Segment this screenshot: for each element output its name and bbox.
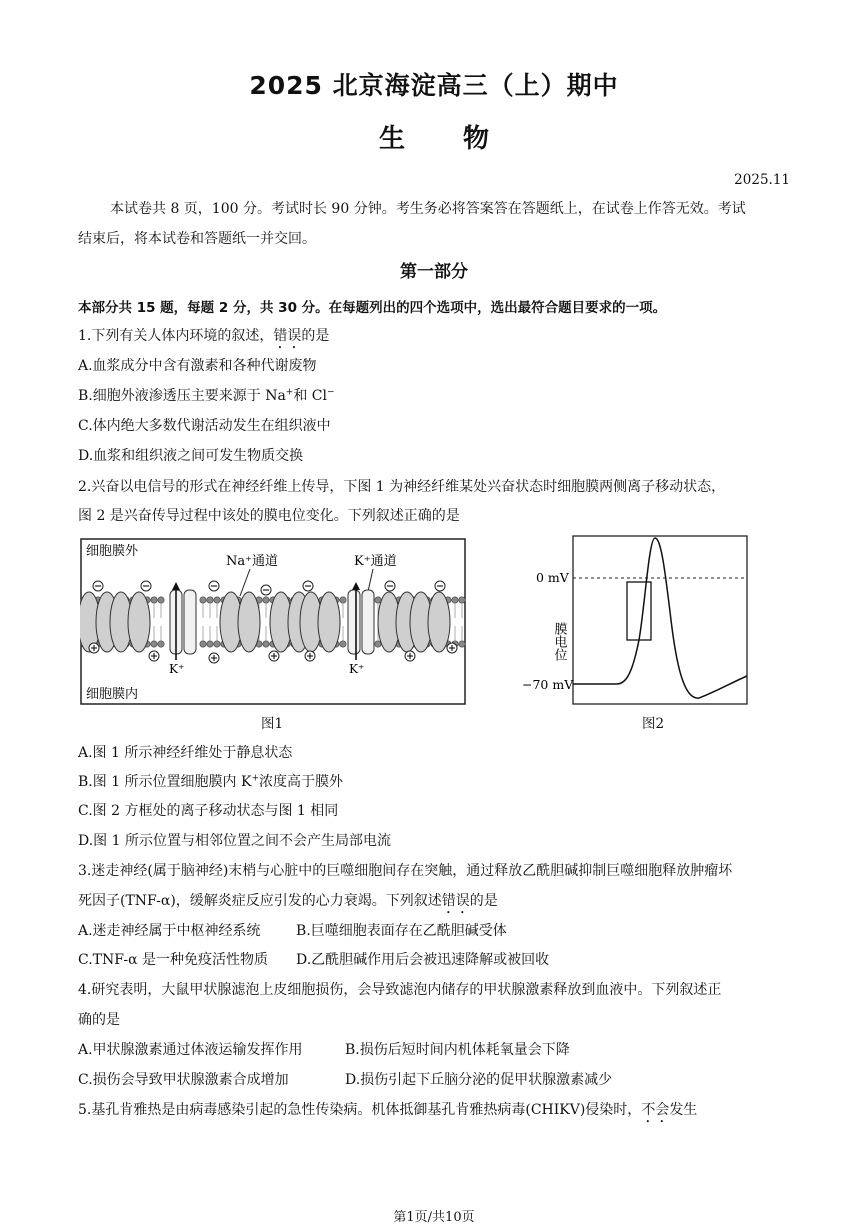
lipid-head [459,641,465,647]
lipid-head [263,641,269,647]
q2-stem-line-2: 图 2 是兴奋传导过程中该处的膜电位变化。下列叙述正确的是 [78,508,460,524]
lipid-head [200,641,206,647]
inside-label: 细胞膜内 [86,687,139,702]
intro-line-2: 结束后，将本试卷和答题纸一并交回。 [78,231,316,247]
part-heading: 第一部分 [400,262,468,282]
figure-1-caption: 图1 [261,716,284,732]
lipid-head [151,641,157,647]
lipid-head [158,641,164,647]
lipid-head [214,597,220,603]
lipid-head [151,597,157,603]
lipid-head [207,597,213,603]
na-channel-label: Na⁺通道 [226,554,278,569]
q4-stem-line-1: 4.研究表明，大鼠甲状腺滤泡上皮细胞损伤，会导致滤泡内储存的甲状腺激素释放到血液中。下列叙述正 [78,982,722,998]
exam-date: 2025.11 [734,172,790,188]
lipid-head [340,641,346,647]
figure-2-potential [515,530,755,710]
k-ion-label-2: K⁺ [349,662,365,676]
exam-title: 2025 北京海淀高三（上）期中 [249,71,619,100]
q3-option-c: C.TNF-α 是一种免疫活性物质 [78,952,268,968]
q1-option-a: A.血浆成分中含有激素和各种代谢废物 [78,358,317,374]
transmembrane-protein [318,592,340,652]
q2-option-b: B.图 1 所示位置细胞膜内 K+浓度高于膜外 [78,773,344,790]
q3-stem-line-2: 死因子(TNF-α)，缓解炎症反应引发的心力衰竭。下列叙述错误的是 [78,893,498,909]
q3-option-d: D.乙酰胆碱作用后会被迅速降解或被回收 [296,952,550,968]
q4-option-d: D.损伤引起下丘脑分泌的促甲状腺激素减少 [345,1072,613,1088]
outside-label: 细胞膜外 [86,544,139,559]
k-channel-label: K⁺通道 [354,554,397,569]
lipid-head [200,597,206,603]
figure-2-caption: 图2 [642,716,665,732]
part-instructions: 本部分共 15 题，每题 2 分，共 30 分。在每题列出的四个选项中，选出最符合题目要求的一项。 [78,300,667,316]
highlight-box [627,582,651,640]
lipid-head [263,597,269,603]
page-footer: 第1页/共10页 [393,1210,475,1225]
q4-option-c: C.损伤会导致甲状腺激素合成增加 [78,1072,289,1088]
lipid-head [214,641,220,647]
k-ion-label-1: K⁺ [169,662,185,676]
q5-stem: 5.基孔肯雅热是由病毒感染引起的急性传染病。机体抵御基孔肯雅热病毒(CHIKV)侵染时，不会发生 [78,1102,698,1118]
zero-mv-label: 0 mV [536,570,569,585]
subject-title: 生物 [378,124,547,154]
transmembrane-protein [128,592,150,652]
q2-option-a: A.图 1 所示神经纤维处于静息状态 [78,745,293,761]
intro-line-1: 本试卷共 8 页，100 分。考试时长 90 分钟。考生务必将答案答在答题纸上，在试卷上作答无效。考试 [110,201,746,217]
q2-option-d: D.图 1 所示位置与相邻位置之间不会产生局部电流 [78,833,391,849]
q4-option-b: B.损伤后短时间内机体耗氧量会下降 [345,1042,570,1058]
q4-option-a: A.甲状腺激素通过体液运输发挥作用 [78,1042,303,1058]
q1-option-c: C.体内绝大多数代谢活动发生在组织液中 [78,418,331,434]
lipid-head [207,641,213,647]
lipid-head [452,597,458,603]
q1-option-b: B.细胞外液渗透压主要来源于 Na+和 Cl− [78,387,335,404]
q3-option-a: A.迷走神经属于中枢神经系统 [78,923,261,939]
lipid-head [459,597,465,603]
q1-option-d: D.血浆和组织液之间可发生物质交换 [78,448,304,464]
figure-1-membrane [80,538,466,706]
rest-mv-label: −70 mV [522,677,574,692]
lipid-head [158,597,164,603]
q3-option-b: B.巨噬细胞表面存在乙酰胆碱受体 [296,923,507,939]
y-axis-label: 膜电位 [551,622,567,661]
transmembrane-protein [428,592,450,652]
q2-option-c: C.图 2 方框处的离子移动状态与图 1 相同 [78,803,339,819]
q4-stem-line-2: 确的是 [78,1012,120,1028]
q3-stem-line-1: 3.迷走神经(属于脑神经)末梢与心脏中的巨噬细胞间存在突触，通过释放乙酰胆碱抑制巨噬细胞释放肿瘤坏 [78,863,733,879]
lipid-head [340,597,346,603]
q1-stem: 1.下列有关人体内环境的叙述，错误的是 [78,328,330,344]
q2-stem-line-1: 2.兴奋以电信号的形式在神经纤维上传导，下图 1 为神经纤维某处兴奋状态时细胞膜两侧离子移动状态， [78,479,726,495]
transmembrane-protein [238,592,260,652]
